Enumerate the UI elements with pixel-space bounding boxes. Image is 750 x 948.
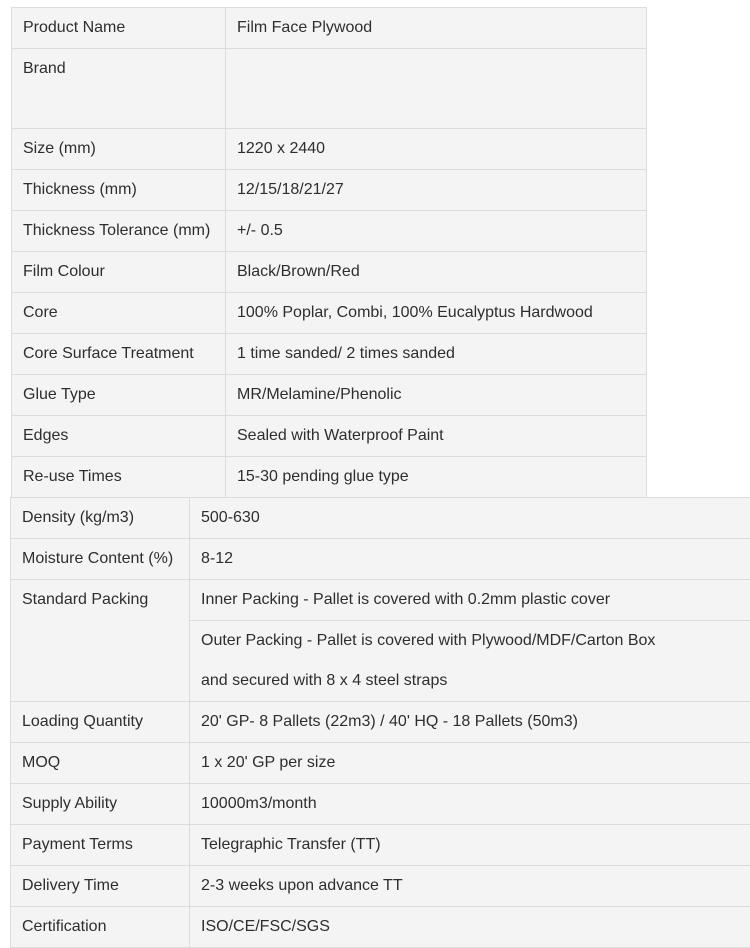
row-value: Black/Brown/Red	[226, 252, 647, 293]
row-label: Edges	[12, 416, 226, 457]
table-row	[11, 784, 750, 825]
table-row	[12, 8, 647, 49]
row-value: ISO/CE/FSC/SGS	[190, 907, 750, 948]
table-row	[11, 866, 750, 907]
table-row	[12, 170, 647, 211]
row-label: Moisture Content (%)	[11, 539, 190, 580]
row-value: MR/Melamine/Phenolic	[226, 375, 647, 416]
row-value: 1 x 20' GP per size	[190, 743, 750, 784]
row-value: 10000m3/month	[190, 784, 750, 825]
row-label: Density (kg/m3)	[11, 498, 190, 539]
table-row	[12, 129, 647, 170]
table-row	[11, 580, 750, 621]
table-row	[12, 252, 647, 293]
row-value: 12/15/18/21/27	[226, 170, 647, 211]
table-row	[11, 498, 750, 539]
row-label: Glue Type	[12, 375, 226, 416]
table-row	[12, 375, 647, 416]
table-row	[11, 702, 750, 743]
table-row	[12, 211, 647, 252]
row-value: 500-630	[190, 498, 750, 539]
row-value: 8-12	[190, 539, 750, 580]
row-value: Inner Packing - Pallet is covered with 0.2mm plastic cover	[190, 580, 750, 621]
row-value-multiline	[190, 621, 750, 702]
row-label: Standard Packing	[11, 580, 190, 702]
table-row	[11, 907, 750, 948]
table-row	[11, 539, 750, 580]
table-row	[12, 334, 647, 375]
row-value: 1 time sanded/ 2 times sanded	[226, 334, 647, 375]
row-label: Size (mm)	[12, 129, 226, 170]
row-value: 100% Poplar, Combi, 100% Eucalyptus Hardwood	[226, 293, 647, 334]
row-value: 20' GP- 8 Pallets (22m3) / 40' HQ - 18 Pallets (50m3)	[190, 702, 750, 743]
row-label: Thickness (mm)	[12, 170, 226, 211]
row-label: Brand	[12, 49, 226, 129]
row-label: Payment Terms	[11, 825, 190, 866]
row-value: Telegraphic Transfer (TT)	[190, 825, 750, 866]
row-value	[226, 49, 647, 129]
table-row	[12, 49, 647, 129]
row-label: MOQ	[11, 743, 190, 784]
row-label: Thickness Tolerance (mm)	[12, 211, 226, 252]
row-label: Loading Quantity	[11, 702, 190, 743]
row-label: Core Surface Treatment	[12, 334, 226, 375]
row-value: 15-30 pending glue type	[226, 457, 647, 498]
row-value: Sealed with Waterproof Paint	[226, 416, 647, 457]
row-label: Product Name	[12, 8, 226, 49]
row-value: +/- 0.5	[226, 211, 647, 252]
row-value: Film Face Plywood	[226, 8, 647, 49]
table-row	[12, 293, 647, 334]
row-label: Core	[12, 293, 226, 334]
spec-table-product	[11, 7, 647, 498]
table-row	[11, 743, 750, 784]
row-label: Delivery Time	[11, 866, 190, 907]
row-label: Film Colour	[12, 252, 226, 293]
row-label: Re-use Times	[12, 457, 226, 498]
row-label: Supply Ability	[11, 784, 190, 825]
table-row	[11, 825, 750, 866]
packing-line: Outer Packing - Pallet is covered with Plywood/MDF/Carton Box	[201, 621, 750, 661]
table-row	[12, 416, 647, 457]
row-value: 1220 x 2440	[226, 129, 647, 170]
packing-line: and secured with 8 x 4 steel straps	[201, 661, 750, 701]
row-value: 2-3 weeks upon advance TT	[190, 866, 750, 907]
spec-table-logistics	[10, 497, 750, 948]
row-label: Certification	[11, 907, 190, 948]
table-row	[12, 457, 647, 498]
